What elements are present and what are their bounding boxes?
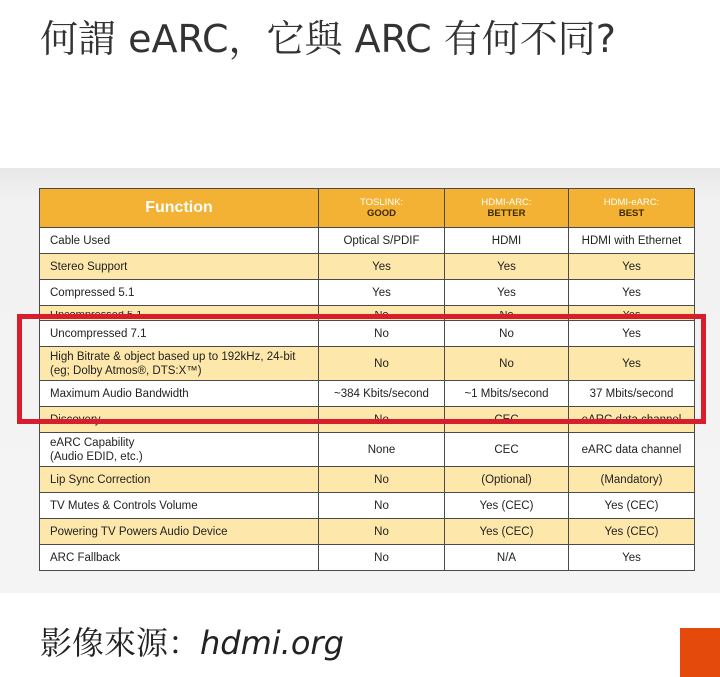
cell-hdmi-earc: Yes xyxy=(569,347,695,381)
row-function-line2: (Audio EDID, etc.) xyxy=(50,450,143,463)
cell-hdmi-earc: (Mandatory) xyxy=(569,467,695,493)
cut-text: Uncompressed 5.1 xyxy=(50,311,143,319)
cell-hdmi-arc: CEC xyxy=(445,433,569,467)
cell-hdmi-arc: Yes (CEC) xyxy=(445,493,569,519)
row-function: Discovery xyxy=(40,407,319,433)
cell-hdmi-earc: Yes xyxy=(569,254,695,280)
row-function-line2: (eg; Dolby Atmos®, DTS:X™) xyxy=(50,364,202,377)
row-function: Lip Sync Correction xyxy=(40,467,319,493)
row-function: Powering TV Powers Audio Device xyxy=(40,519,319,545)
row-function: ARC Fallback xyxy=(40,545,319,571)
header-hdmi-arc xyxy=(445,189,569,228)
cell-toslink: No xyxy=(319,467,445,493)
table-row xyxy=(40,545,695,571)
cell-hdmi-arc: (Optional) xyxy=(445,467,569,493)
row-function-line1: High Bitrate & object based up to 192kHz, 24-bit xyxy=(50,350,296,363)
table-row xyxy=(40,467,695,493)
highlight-box xyxy=(17,314,706,424)
cell-hdmi-earc: 37 Mbits/second xyxy=(569,381,695,407)
table-row xyxy=(40,254,695,280)
header-function: Function xyxy=(40,189,319,228)
header-toslink xyxy=(319,189,445,228)
article-title: 何謂 eARC，它與 ARC 有何不同? xyxy=(40,17,616,61)
table-row xyxy=(40,433,695,467)
cell-toslink: No xyxy=(319,321,445,347)
cell-toslink: No xyxy=(319,347,445,381)
cell-toslink: No xyxy=(319,519,445,545)
table-row xyxy=(40,493,695,519)
header-toslink-grade: GOOD xyxy=(366,208,397,219)
cell-hdmi-arc: No xyxy=(445,321,569,347)
row-function: Stereo Support xyxy=(40,254,319,280)
source-label: 影像來源： xyxy=(40,624,201,662)
row-function-line1: eARC Capability xyxy=(50,436,135,449)
cell-hdmi-arc: No xyxy=(445,347,569,381)
cell-toslink: Yes xyxy=(319,254,445,280)
cell-hdmi-arc: Yes xyxy=(445,280,569,306)
cell-toslink: No xyxy=(319,545,445,571)
header-hdmi-arc-grade: BETTER xyxy=(487,208,526,219)
cell-hdmi-arc: N/A xyxy=(445,545,569,571)
cell-hdmi-earc: eARC data channel xyxy=(569,433,695,467)
cut-text: No xyxy=(499,311,514,319)
table-row xyxy=(40,228,695,254)
cell-hdmi-arc: CEC xyxy=(445,407,569,433)
header-hdmi-earc xyxy=(569,189,695,228)
header-hdmi-arc-label: HDMI-ARC: xyxy=(481,197,532,208)
cell-toslink: ~384 Kbits/second xyxy=(319,381,445,407)
cell-toslink: None xyxy=(319,433,445,467)
cut-text: No xyxy=(374,311,389,319)
cell-toslink: No xyxy=(319,493,445,519)
header-hdmi-earc-grade: BEST xyxy=(618,208,645,219)
cell-hdmi-earc: Yes xyxy=(569,545,695,571)
row-function: Cable Used xyxy=(40,228,319,254)
cut-text: Yes xyxy=(622,311,641,319)
cell-hdmi-arc: ~1 Mbits/second xyxy=(445,381,569,407)
cell-hdmi-earc: HDMI with Ethernet xyxy=(569,228,695,254)
row-function: Uncompressed 7.1 xyxy=(40,321,319,347)
cell-hdmi-arc: Yes xyxy=(445,254,569,280)
cell-hdmi-earc: eARC data channel xyxy=(569,407,695,433)
table-header-row xyxy=(40,189,695,228)
source-url[interactable]: hdmi.org xyxy=(200,624,344,662)
row-function: Maximum Audio Bandwidth xyxy=(40,381,319,407)
corner-block xyxy=(680,628,720,677)
table-row xyxy=(40,519,695,545)
cell-hdmi-earc: Yes (CEC) xyxy=(569,493,695,519)
cell-toslink: No xyxy=(319,407,445,433)
row-function: Compressed 5.1 xyxy=(40,280,319,306)
row-function xyxy=(40,433,319,467)
cell-toslink: Yes xyxy=(319,280,445,306)
table-row xyxy=(40,280,695,306)
cell-hdmi-earc: Yes (CEC) xyxy=(569,519,695,545)
image-source-caption xyxy=(40,618,344,664)
cell-hdmi-arc: Yes (CEC) xyxy=(445,519,569,545)
cell-toslink: Optical S/PDIF xyxy=(319,228,445,254)
row-function: TV Mutes & Controls Volume xyxy=(40,493,319,519)
cell-hdmi-arc: HDMI xyxy=(445,228,569,254)
header-hdmi-earc-label: HDMI-eARC: xyxy=(603,197,660,208)
header-toslink-label: TOSLINK: xyxy=(359,197,404,208)
cell-hdmi-earc: Yes xyxy=(569,280,695,306)
cell-hdmi-earc: Yes xyxy=(569,321,695,347)
